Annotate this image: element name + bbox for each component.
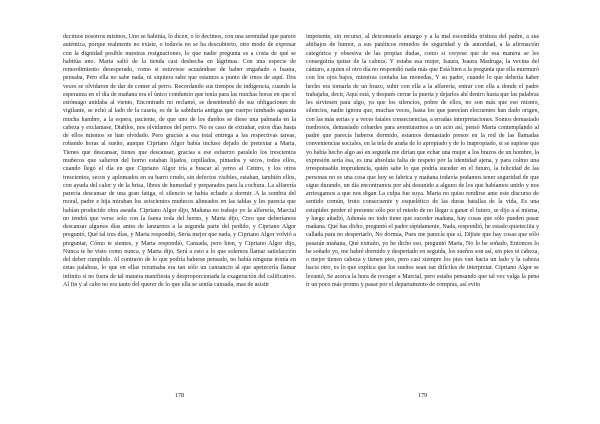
right-page-number: 179 xyxy=(417,392,428,399)
left-page xyxy=(63,33,296,289)
right-page xyxy=(306,33,539,289)
left-page-body-text: decimos nosotros mismos, Uno se habitúa, lo dicen, o lo decimos, con una serenidad que parece auténtica, porque realmente no existe, o todavía no se ha descubierto, otro modo de expresar con la dignidad posible nuestras resignaciones, lo que nadie pregunta es a costa de qué se habitúa uno. Marta salió de la tienda casi deshecha en lágrimas. Con una especie de remordimiento desesperado, como si estuviese acusándose de haber engañado a Isaura, pensaba, Pero ella no sabe nada, ni siquiera sabe que estamos a punto de irnos de aquí. Dos veces se olvidaron de dar de comer al perro. Recordando sus tiempos de indigencia, cuando la esperanza en el día de mañana era el único condumio que tenía para las muchas horas en que el estómago anidaba al viento, Encontrado no reclamó, se desentendió de sus obligaciones de vigilante, se echó al lado de la caseta, es de la sabiduría antigua que cuerpo tumbado aguanta mucha hambre, a la espera, paciente, de que uno de los dueños se diese una palmada en la cabeza y exclamase, Diablos, nos olvidamos del perro. No es caso de extrañar, estos días hasta de ellos mismos se han olvidado. Pero gracias a esa total entrega a las respectivas tareas, robando horas al sueño, aunque Cipriano Algor había incluso dejado de pretextar a Marta, Tienes que descansar, tienes que descansar, gracias a ese esfuerzo paralelo los trescientos muñecos que salieron del horno estaban lijados, cepillados, pintados y secos, todos ellos, cuando llegó el día en que Cipriano Algor iría a buscar al yerno al Centro, y los otros trescientos, secos y aplomados en su barro crudo, sin defectos visibles, estaban, también ellos, con ayuda del calor y de la brisa, libres de humedad y preparados para la cochura. La alfarería parecía descansar de una gran fatiga, el silencio se había echado a dormir. A la sombra del moral, padre e hija miraban los seiscientos muñecos alineados en las tablas y les parecía que habían producido obra aseada. Cipriano Algor dijo, Mañana no trabajo yo la alfarería, Marcial no tendrá que verse solo con la faena toda del horno, y Marta dijo, Creo que deberíamos descansar algunos días antes de lanzarnos a la segunda parte del pedido, y Cipriano Algor preguntó, Qué tal tres días, y Marta respondió, Sería mejor que nada, y Cipriano Algor volvió a preguntar, Cómo te sientes, y Marta respondió, Cansada, pero bien, y Cipriano Algor dijo, Nunca te he visto como nunca, y Marta dijo, Será a esto a lo que solemos llamar satisfacción del deber cumplido. Al contrario de lo que podría haberse pensado, no había ninguna ironía en estas palabras, lo que en ellas rezumaba era tan sólo un cansancio al que apetecería llamar infinito si no fuera de tal manera manifiesta y desproporcionada la exageración del calificativo. Al fin y al cabo no era tanto del querer de lo que ella se sentía cansada, mas de asistir xyxy=(63,34,296,288)
right-page-body-text: impotente, sin recurso, al desconsuelo amargo y a la mal escondida tristeza del padre, a sus altibajos de humor, a sus patéticos remedos de seguridad y de autoridad, a la afirmación categórica y obsesiva de las propias dudas, como si creyese que de esa manera se les conseguiría quitar de la cabeza. Y estaba esa mujer, Isaura, Isaura Madruga, la vecina del cántaro, a quien el otro día no respondió nada más que Está bien a la pregunta que ella murmuró con los ojos bajos, mientras contaba las monedas, Y su padre, cuando lo que debería haber hecho era tomarla de un brazo, subir con ella a la alfarería, entrar con ella a donde el padre trabajaba, decir, Aquí está, y después cerrar la puerta y dejarlos ahí dentro hasta que las palabras les sirviesen para algo, ya que los silencios, pobre de ellos, no son más que eso mismo, silencios, nadie ignora que, muchas veces, hasta los que parecían elocuentes han dado origen, con las más serias y a veces fatales consecuencias, a erradas interpretaciones. Somos demasiado medrosos, demasiado cobardes para aventurarnos a un acto así, pensó Marta contemplando al padre que parecía haberse dormido, estamos demasiado presos en la red de las llamadas conveniencias sociales, en la tela de araña de lo apropiado y de lo inapropiado, si se supiese que yo había hecho algo así en seguida me dirían que echar una mujer a los brazos de un hombre, la expresión sería ésa, es una absoluta falta de respeto por la identidad ajena, y para colmo una irresponsable imprudencia, quién sabe lo que podría suceder en el futuro, la felicidad de las personas no es una cosa que hoy se fabrica y mañana todavía podamos tener seguridad de que sigue durando, un día encontramos por ahí desunido a alguno de los que habíamos unido y nos arriesgamos a que nos digan La culpa fue suya. Marta no quiso rendirse ante este discurso de sentido común, fruto consecuente y esquelético de las duras batallas de la vida, Es una estupidez perder el presente sólo por el miedo de no llegar a ganar el futuro, se dijo a sí misma, y luego añadió, Además no todo tiene que suceder mañana, hay cosas que sólo pueden pasar mañana. Qué has dicho, preguntó el padre rápidamente, Nada, respondió, he estado quieteciita y callada para no despertarlo, No dormía, Pues me parecía que sí, Dijiste que hay cosas que sólo pasarán mañana, Qué extraño, yo he dicho eso, preguntó Marta, No lo he soñado, Entonces lo he soñado yo, me habré dormido y despertado en seguida, los sueños son así, sin pies ni cabeza, o mejor tienen cabeza y tienen pies, pero casi siempre los pies van hacia un lado y la cabeza hacia otro, es lo que explica que los sueños sean tan difíciles de interpretar. Cipriano Algor se levantó, Se acerca la hora de recoger a Marcial, pero estaba pensando que tal vez valga la pena ir un poco más pronto y pasar por el departamento de compras, así evito xyxy=(306,34,539,288)
left-page-number: 178 xyxy=(174,392,185,399)
